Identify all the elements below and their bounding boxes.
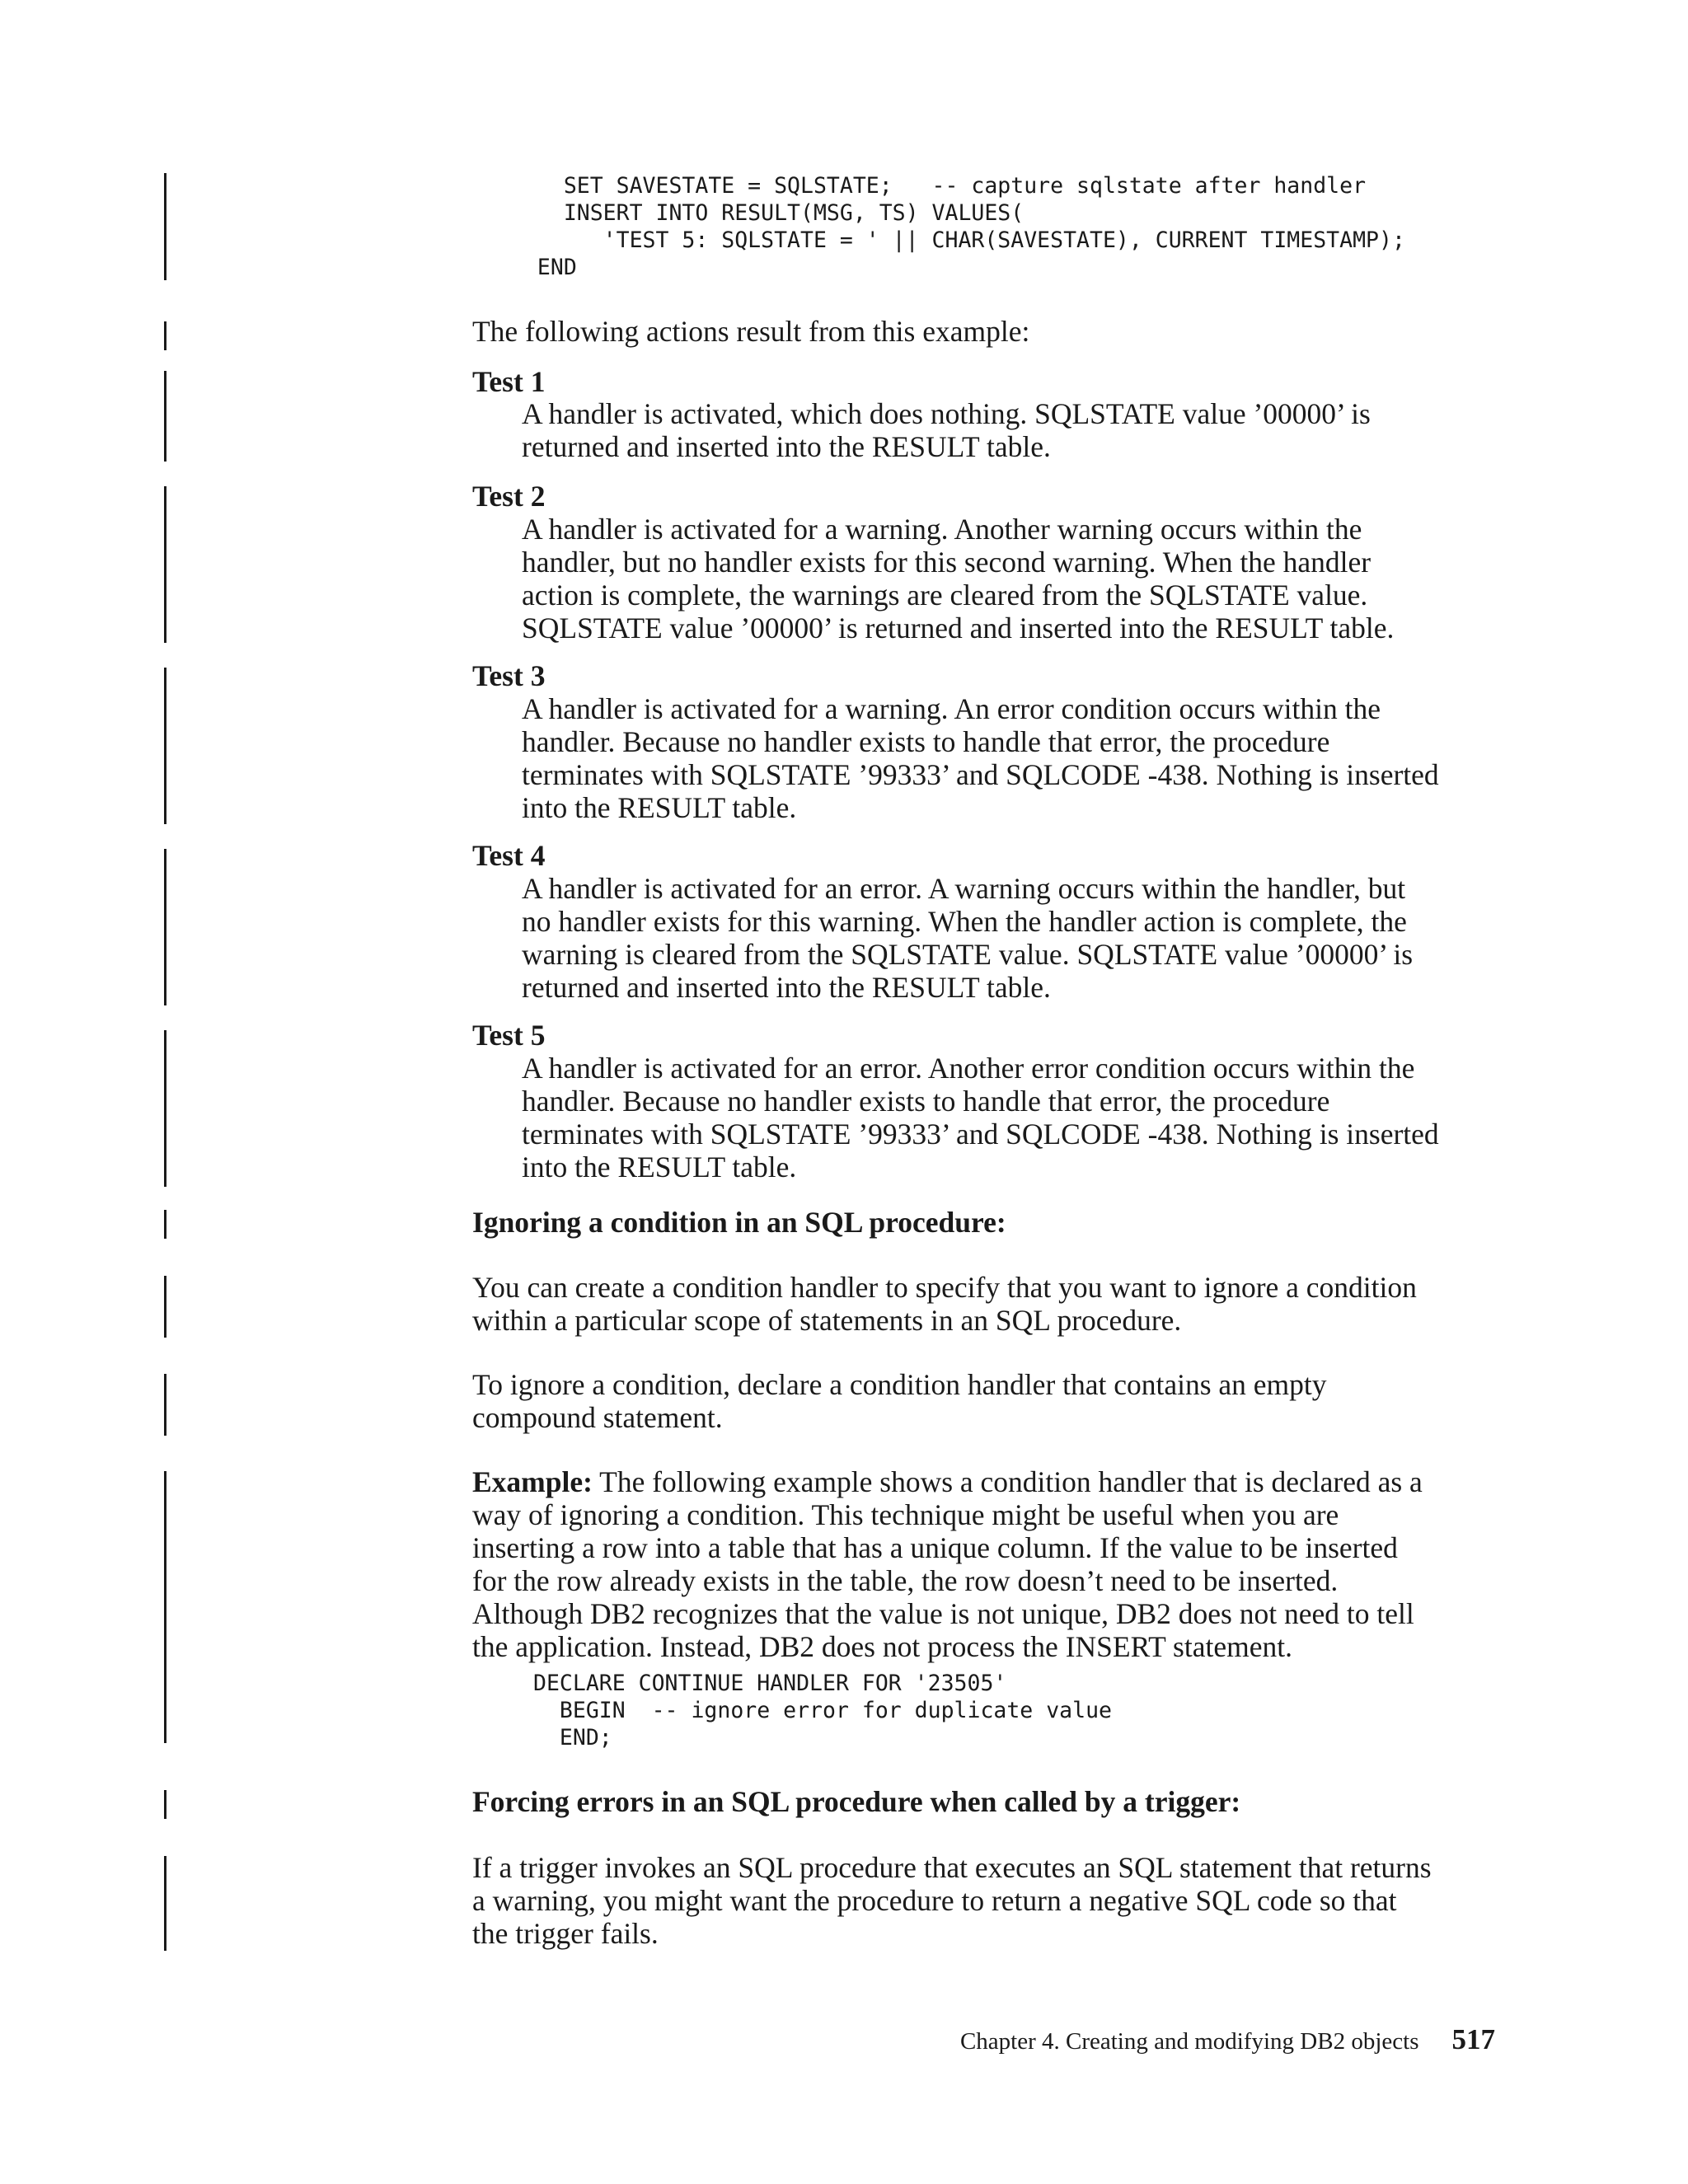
text-line: handler. Because no handler exists to handle that error, the procedure: [522, 1085, 1330, 1118]
test-2-description: [522, 513, 1503, 644]
text-line: action is complete, the warnings are cleared from the SQLSTATE value.: [522, 579, 1368, 612]
text-line: a warning, you might want the procedure to return a negative SQL code so that: [472, 1884, 1397, 1917]
test-4-description: [522, 872, 1503, 1004]
text-line: Although DB2 recognizes that the value is not unique, DB2 does not need to tell: [472, 1597, 1414, 1630]
footer-chapter: Chapter 4. Creating and modifying DB2 objects: [959, 2028, 1419, 2055]
text-line: compound statement.: [472, 1401, 723, 1434]
text-line: inserting a row into a table that has a unique column. If the value to be inserted: [472, 1531, 1398, 1564]
test-1-description: [522, 397, 1503, 463]
text-line: for the row already exists in the table, the row doesn’t need to be inserted.: [472, 1564, 1339, 1597]
text-line: terminates with SQLSTATE ’99333’ and SQLCODE -438. Nothing is inserted: [522, 1118, 1439, 1151]
test-4-term: Test 4: [472, 839, 546, 872]
text-span: The following example shows a condition handler that is declared as a: [592, 1465, 1423, 1498]
text-line: A handler is activated for an error. Another error condition occurs within the: [522, 1052, 1415, 1085]
section-heading-ignore: Ignoring a condition in an SQL procedure:: [472, 1206, 1006, 1239]
text-line: the application. Instead, DB2 does not process the INSERT statement.: [472, 1630, 1292, 1663]
text-line: handler. Because no handler exists to handle that error, the procedure: [522, 725, 1330, 758]
code-line: SET SAVESTATE = SQLSTATE; -- capture sqlstate after handler: [511, 173, 1367, 199]
code-line: INSERT INTO RESULT(MSG, TS) VALUES(: [511, 200, 1025, 226]
text-line: A handler is activated for a warning. Another warning occurs within the: [522, 513, 1362, 546]
test-3-description: [522, 692, 1503, 824]
change-bar: [164, 1790, 166, 1819]
text-line: within a particular scope of statements in an SQL procedure.: [472, 1304, 1182, 1337]
example-label: Example:: [472, 1465, 593, 1498]
section-heading-force: Forcing errors in an SQL procedure when called by a trigger:: [472, 1785, 1241, 1818]
change-bar: [164, 1030, 166, 1187]
text-line: warning is cleared from the SQLSTATE value. SQLSTATE value ’00000’ is: [522, 938, 1414, 971]
text-line: A handler is activated for an error. A warning occurs within the handler, but: [522, 872, 1406, 905]
text-line: SQLSTATE value ’00000’ is returned and inserted into the RESULT table.: [522, 612, 1395, 644]
text-line: way of ignoring a condition. This technique might be useful when you are: [472, 1498, 1339, 1531]
example-paragraph: [472, 1465, 1503, 1663]
text-line: returned and inserted into the RESULT table.: [522, 971, 1051, 1004]
test-5-term: Test 5: [472, 1019, 546, 1052]
code-line: END;: [533, 1725, 612, 1750]
text-line: into the RESULT table.: [522, 1151, 797, 1183]
text-line: A handler is activated, which does nothing. SQLSTATE value ’00000’ is: [522, 397, 1371, 430]
code-line: DECLARE CONTINUE HANDLER FOR '23505': [533, 1671, 1007, 1696]
code-line: 'TEST 5: SQLSTATE = ' || CHAR(SAVESTATE), CURRENT TIMESTAMP);: [511, 227, 1405, 253]
test-3-term: Test 3: [472, 659, 546, 692]
change-bar: [164, 1374, 166, 1436]
ignore-paragraph-2: [472, 1368, 1503, 1434]
test-5-description: [522, 1052, 1503, 1183]
change-bar: [164, 1856, 166, 1951]
text-line: If a trigger invokes an SQL procedure that executes an SQL statement that returns: [472, 1851, 1432, 1884]
code-line: END: [511, 255, 577, 280]
change-bar: [164, 1471, 166, 1743]
text-line: into the RESULT table.: [522, 791, 797, 824]
test-2-term: Test 2: [472, 480, 546, 513]
text-line: A handler is activated for a warning. An error condition occurs within the: [522, 692, 1381, 725]
text-line: You can create a condition handler to specify that you want to ignore a condition: [472, 1271, 1417, 1304]
change-bar: [164, 486, 166, 643]
force-paragraph: [472, 1851, 1503, 1950]
change-bar: [164, 849, 166, 1005]
page-footer: [960, 2023, 1495, 2056]
text-line: handler, but no handler exists for this second warning. When the handler: [522, 546, 1372, 579]
text-line: [472, 1465, 1503, 1498]
ignore-paragraph-1: [472, 1271, 1503, 1337]
page-number: 517: [1451, 2023, 1495, 2055]
change-bar: [164, 173, 166, 280]
text-line: terminates with SQLSTATE ’99333’ and SQLCODE -438. Nothing is inserted: [522, 758, 1439, 791]
code-block-example: [533, 1670, 1112, 1751]
text-line: returned and inserted into the RESULT table.: [522, 430, 1051, 463]
intro-paragraph: The following actions result from this example:: [472, 315, 1030, 348]
text-line: no handler exists for this warning. When the handler action is complete, the: [522, 905, 1407, 938]
change-bar: [164, 321, 166, 350]
test-1-term: Test 1: [472, 365, 546, 398]
code-line: BEGIN -- ignore error for duplicate value: [533, 1698, 1112, 1723]
change-bar: [164, 668, 166, 824]
text-line: the trigger fails.: [472, 1917, 659, 1950]
change-bar: [164, 1276, 166, 1338]
code-block-top: [511, 172, 1405, 281]
change-bar: [164, 1210, 166, 1239]
change-bar: [164, 371, 166, 462]
text-line: To ignore a condition, declare a condition handler that contains an empty: [472, 1368, 1327, 1401]
